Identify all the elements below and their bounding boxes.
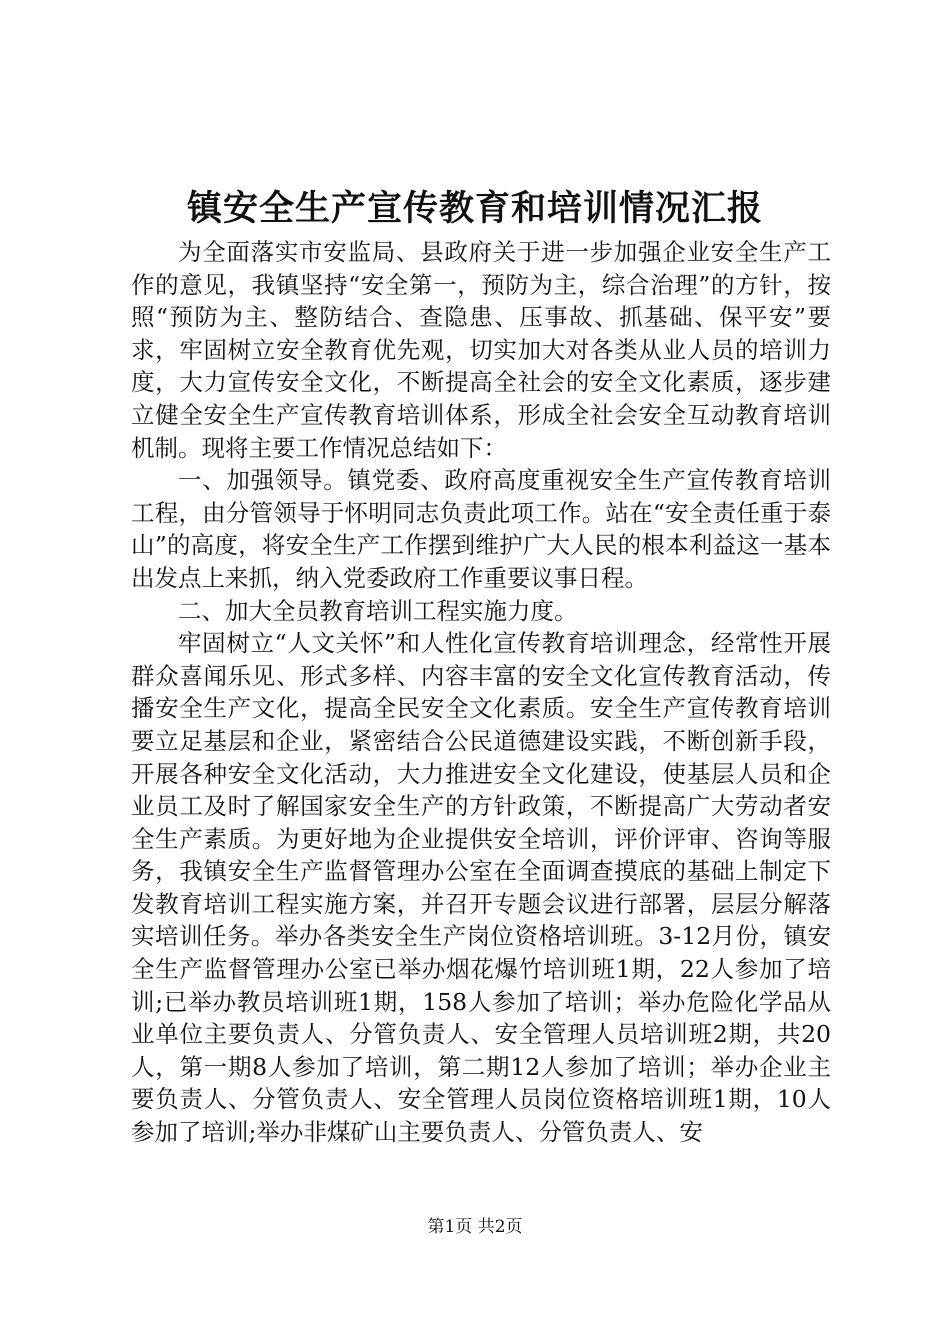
paragraph-leadership: 一、加强领导。镇党委、政府高度重视安全生产宣传教育培训工程，由分管领导于怀明同志负责此项工作。站在“安全责任重于泰山”的高度，将安全生产工作摆到维护广大人民的根本利益这一基本出发点上来抓，纳入党委政府工作重要议事日程。 [131,466,831,592]
paragraph-intro: 为全面落实市安监局、县政府关于进一步加强企业安全生产工作的意见，我镇坚持“安全第一，预防为主，综合治理”的方针，按照“预防为主、整防结合、查隐患、压事故、抓基础、保平安”要求，牢固树立安全教育优先观，切实加大对各类从业人员的培训力度，大力宣传安全文化，不断提高全社会的安全文化素质，逐步建立健全安全生产宣传教育培训体系，形成全社会安全互动教育培训机制。现将主要工作情况总结如下： [131,238,831,462]
page-footer: 第1页 共2页 [427,1217,523,1237]
document-body [131,236,831,1149]
paragraph-training-details: 牢固树立“人文关怀”和人性化宣传教育培训理念，经常性开展群众喜闻乐见、形式多样、内容丰富的安全文化宣传教育活动，传播安全生产文化，提高全民安全文化素质。安全生产宣传教育培训要立足基层和企业，紧密结合公民道德建设实践，不断创新手段，开展各种安全文化活动，大力推进安全文化建设，使基层人员和企业员工及时了解国家安全生产的方针政策，不断提高广大劳动者安全生产素质。为更好地为企业提供安全培训，评价评审、咨询等服务，我镇安全生产监督管理办公室在全面调查摸底的基础上制定下发教育培训工程实施方案，并召开专题会议进行部署，层层分解落实培训任务。举办各类安全生产岗位资格培训班。3-12月份，镇安全生产监督管理办公室已举办烟花爆竹培训班1期，22人参加了培训;已举办教员培训班1期，158人参加了培训；举办危险化学品从业单位主要负责人、分管负责人、安全管理人员培训班2期，共20人，第一期8人参加了培训，第二期12人参加了培训；举办企业主要负责人、分管负责人、安全管理人员岗位资格培训班1期，10人参加了培训;举办非煤矿山主要负责人、分管负责人、安 [131,629,831,1147]
document-title: 镇安全生产宣传教育和培训情况汇报 [186,188,763,229]
paragraph-section-heading: 二、加大全员教育培训工程实施力度。 [178,596,578,625]
